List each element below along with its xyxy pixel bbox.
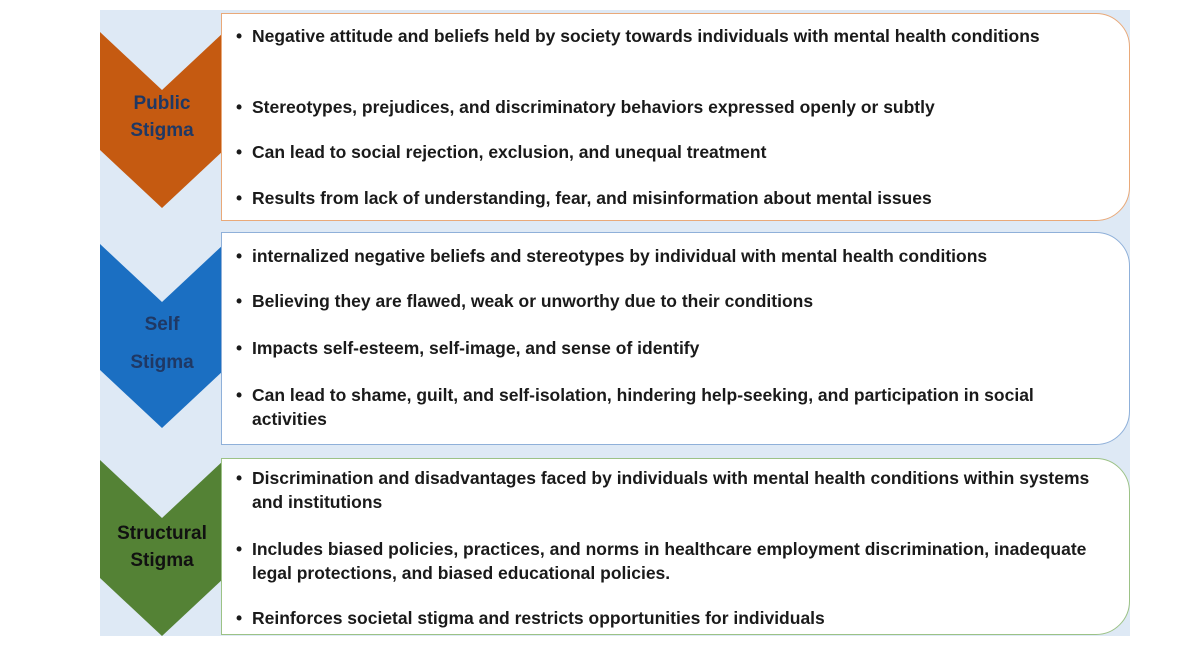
label-line: Stigma [130, 550, 194, 571]
self-stigma-box [221, 232, 1130, 445]
bullet-item: • Reinforces societal stigma and restricts opportunities for individuals [236, 608, 825, 628]
bullet-item: • Can lead to social rejection, exclusion, and unequal treatment [236, 142, 767, 162]
bullet-item: • Includes biased policies, practices, and norms in healthcare employment discrimination, inadequate legal protections, and biased educational policies. [236, 539, 1087, 583]
public-stigma-box [221, 13, 1130, 221]
section-label [100, 520, 224, 574]
bullet-item: • Negative attitude and beliefs held by society towards individuals with mental health conditions [236, 26, 1040, 46]
section-label [100, 306, 224, 382]
bullet-item: • Results from lack of understanding, fear, and misinformation about mental issues [236, 188, 932, 208]
section-label [100, 90, 224, 144]
bullet-item: • Discrimination and disadvantages faced by individuals with mental health conditions within systems and institutions [236, 468, 1090, 512]
bullet-item: • Stereotypes, prejudices, and discriminatory behaviors expressed openly or subtly [236, 97, 935, 117]
label-line: Stigma [130, 120, 194, 141]
structural-stigma-chevron [100, 460, 224, 636]
self-stigma-chevron [100, 244, 224, 428]
bullet-item: • Impacts self-esteem, self-image, and sense of identify [236, 338, 700, 358]
bullet-item: • Can lead to shame, guilt, and self-isolation, hindering help-seeking, and participation in social activities [236, 385, 1034, 429]
label-line: Structural [117, 523, 207, 544]
public-stigma-chevron [100, 32, 224, 208]
label-line: Public [133, 93, 191, 114]
bullet-item: • internalized negative beliefs and stereotypes by individual with mental health conditions [236, 246, 988, 266]
label-line: Stigma [130, 352, 194, 373]
structural-stigma-box [221, 458, 1130, 635]
bullet-item: • Believing they are flawed, weak or unworthy due to their conditions [236, 291, 814, 311]
stigma-diagram [100, 10, 1130, 636]
label-line: Self [144, 314, 180, 335]
